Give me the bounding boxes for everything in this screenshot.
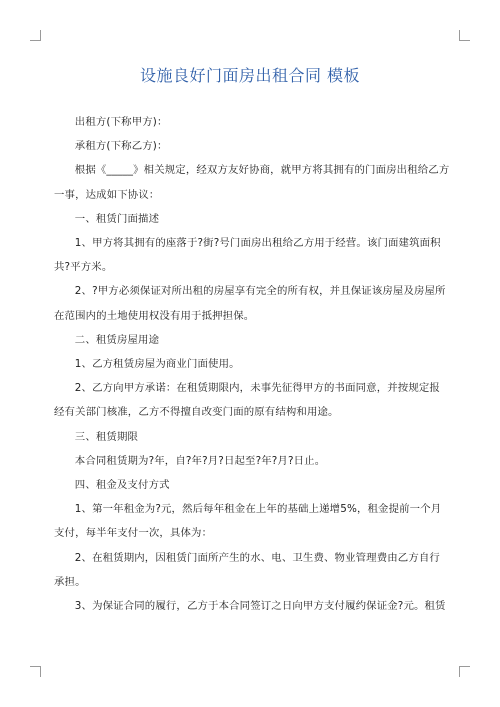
crop-mark-bottom-left bbox=[30, 666, 41, 677]
section-heading-4: 四、租金及支付方式 bbox=[74, 479, 170, 492]
crop-mark-top-right bbox=[459, 30, 470, 41]
crop-mark-top-left bbox=[30, 30, 41, 41]
clause-2-1: 1、乙方租赁房屋为商业门面使用。 bbox=[74, 358, 240, 371]
paragraph-lessor: 出租方(下称甲方)： bbox=[74, 116, 168, 128]
clause-2-2-cont: 经有关部门核准，乙方不得擅自改变门面的原有结构和用途。 bbox=[54, 406, 339, 419]
clause-4-1-cont: 支付，每半年支付一次，具体为： bbox=[54, 527, 213, 540]
clause-1-2: 2、?甲方必须保证对所出租的房屋享有完全的所有权，并且保证该房屋及房屋所 bbox=[74, 285, 446, 298]
paragraph-preamble-cont: 一事，达成如下协议： bbox=[54, 188, 160, 201]
crop-mark-bottom-right bbox=[459, 666, 470, 677]
paragraph-lessee: 承租方(下称乙方)： bbox=[74, 140, 168, 153]
clause-4-1: 1、第一年租金为?元，然后每年租金在上年的基础上递增5%，租金提前一个月 bbox=[74, 503, 442, 516]
clause-2-2: 2、乙方向甲方承诺：在租赁期限内，未事先征得甲方的书面同意，并按规定报 bbox=[74, 382, 440, 395]
clause-3-1: 本合同租赁期为?年，自?年?月?日起至?年?月?日止。 bbox=[74, 454, 326, 467]
clause-1-2-cont: 在范围内的土地使用权没有用于抵押担保。 bbox=[54, 309, 255, 322]
document-body bbox=[54, 110, 450, 618]
clause-4-3: 3、为保证合同的履行，乙方于本合同签订之日向甲方支付履约保证金?元。租赁 bbox=[74, 600, 446, 613]
section-heading-3: 三、租赁期限 bbox=[74, 430, 139, 443]
clause-1-1-cont: 共?平方米。 bbox=[54, 261, 113, 274]
clause-4-2: 2、在租赁期内，因租赁门面所产生的水、电、卫生费、物业管理费由乙方自行 bbox=[74, 551, 440, 564]
section-heading-1: 一、租赁门面描述 bbox=[74, 212, 160, 225]
clause-4-2-cont: 承担。 bbox=[54, 575, 86, 588]
clause-1-1: 1、甲方将其拥有的座落于?街?号门面房出租给乙方用于经营。该门面建筑面积 bbox=[74, 237, 441, 250]
section-heading-2: 二、租赁房屋用途 bbox=[74, 333, 160, 346]
paragraph-preamble: 根据《_____》相关规定，经双方友好协商，就甲方将其拥有的门面房出租给乙方 bbox=[74, 164, 450, 177]
document-title: 设施良好门面房出租合同 模板 bbox=[139, 66, 361, 85]
